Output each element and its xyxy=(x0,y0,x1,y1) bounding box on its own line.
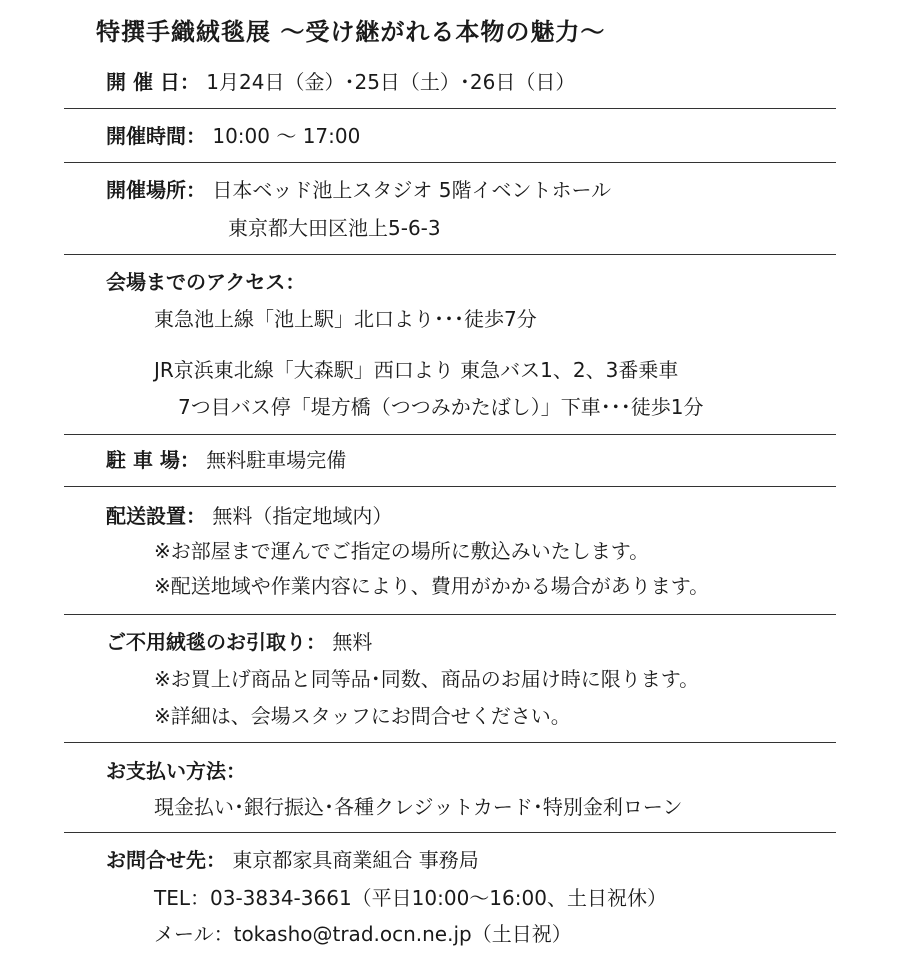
dates-value: 1月24日（金）･25日（土）･26日（日） xyxy=(206,70,576,94)
hours-value: 10:00 〜 17:00 xyxy=(212,124,361,148)
takeback-value: 無料 xyxy=(332,630,373,654)
contact-label: お問合せ先： xyxy=(106,848,226,872)
section-takeback xyxy=(64,616,836,743)
section-hours xyxy=(64,110,836,163)
takeback-note-2: ※詳細は、会場スタッフにお問合せください。 xyxy=(154,704,571,728)
section-contact xyxy=(64,834,836,960)
payment-value: 現金払い･銀行振込･各種クレジットカード･特別金利ローン xyxy=(154,795,683,819)
contact-value: 東京都家具商業組合 事務局 xyxy=(232,848,479,872)
section-delivery xyxy=(64,488,836,615)
section-venue xyxy=(64,164,836,255)
section-parking xyxy=(64,436,836,487)
delivery-note-1: ※お部屋まで運んでご指定の場所に敷込みいたします。 xyxy=(154,539,650,563)
hours-label: 開催時間： xyxy=(106,124,206,148)
venue-address: 東京都大田区池上5-6-3 xyxy=(228,216,441,240)
page-title: 特撰手織絨毯展 〜受け継がれる本物の魅力〜 xyxy=(96,18,606,46)
takeback-label: ご不用絨毯のお引取り： xyxy=(106,630,326,654)
section-payment xyxy=(64,744,836,833)
takeback-note-1: ※お買上げ商品と同等品･同数、商品のお届け時に限ります。 xyxy=(154,667,700,691)
access-route-2-line-2: 7つ目バス停「堤方橋（つつみかたばし）」下車･･･徒歩1分 xyxy=(178,395,704,419)
payment-label: お支払い方法： xyxy=(106,759,246,783)
parking-label: 駐 車 場： xyxy=(106,448,200,472)
contact-tel: TEL：03-3834-3661（平日10:00〜16:00、土日祝休） xyxy=(154,886,667,910)
delivery-value: 無料（指定地域内） xyxy=(212,504,393,528)
section-access xyxy=(64,256,836,435)
access-route-2-line-1: JR京浜東北線「大森駅」西口より 東急バス1、2、3番乗車 xyxy=(154,358,679,382)
dates-label: 開 催 日： xyxy=(106,70,200,94)
access-route-1: 東急池上線「池上駅」北口より･･･徒歩7分 xyxy=(154,307,537,331)
contact-mail: メール：tokasho@trad.ocn.ne.jp（土日祝） xyxy=(154,922,572,946)
venue-label: 開催場所： xyxy=(106,178,206,202)
parking-value: 無料駐車場完備 xyxy=(206,448,347,472)
delivery-label: 配送設置： xyxy=(106,504,206,528)
delivery-note-2: ※配送地域や作業内容により、費用がかかる場合があります。 xyxy=(154,574,710,598)
access-label: 会場までのアクセス： xyxy=(106,270,306,294)
section-dates xyxy=(64,58,836,109)
venue-value: 日本ベッド池上スタジオ 5階イベントホール xyxy=(212,178,612,202)
